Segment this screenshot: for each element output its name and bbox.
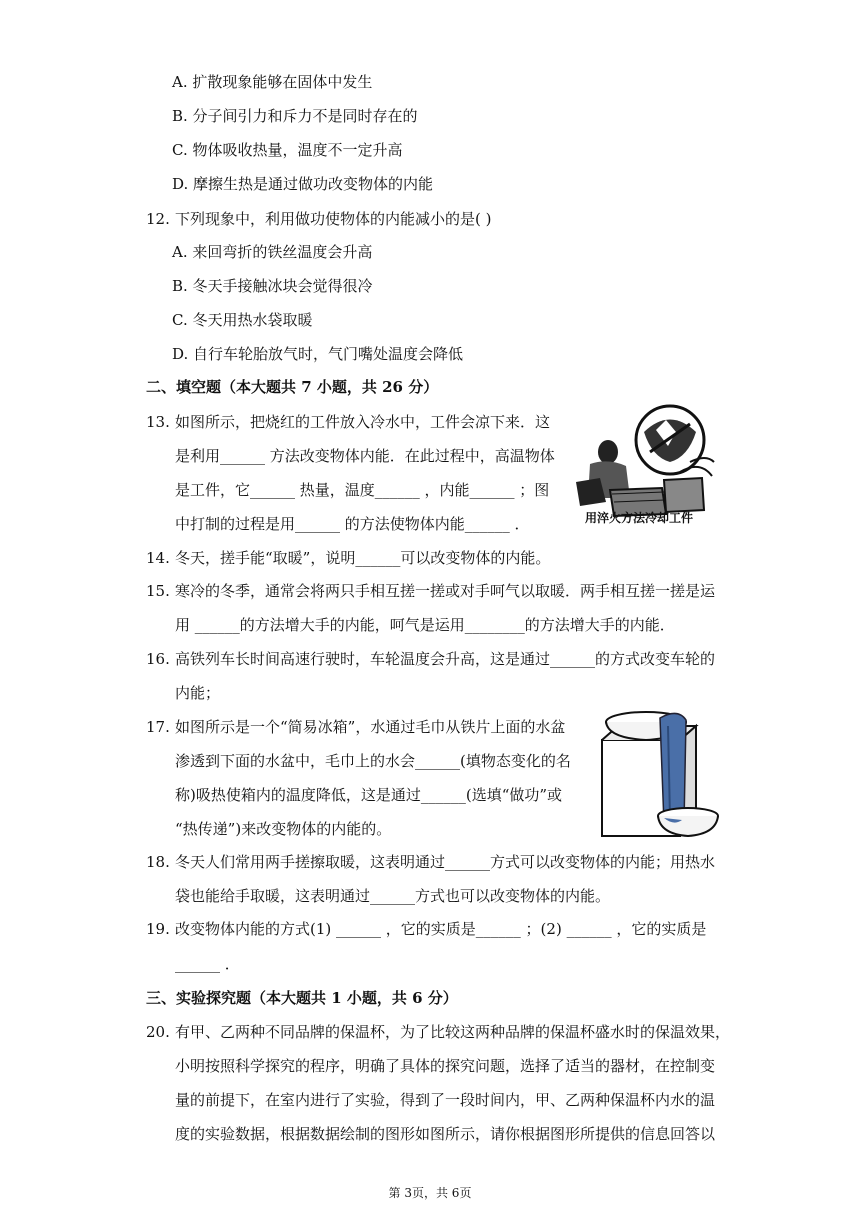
- q12-option-a: A. 来回弯折的铁丝温度会升高: [172, 243, 373, 261]
- q16-number: 16.: [146, 650, 170, 668]
- q20-line-2: 小明按照科学探究的程序，明确了具体的探究问题，选择了适当的器材，在控制变: [175, 1057, 716, 1075]
- q12-number: 12.: [146, 210, 170, 228]
- q11-option-a: A. 扩散现象能够在固体中发生: [172, 73, 373, 91]
- q13-line-1: 如图所示，把烧红的工件放入冷水中，工件会凉下来．这: [175, 413, 551, 431]
- q17-line-4: “热传递”)来改变物体的内能的。: [175, 820, 392, 838]
- quenching-figure: [570, 402, 716, 524]
- q20-number: 20.: [146, 1023, 170, 1041]
- section-fill-in-heading: 二、填空题（本大题共 7 小题，共 26 分）: [146, 378, 439, 396]
- simple-fridge-figure: [594, 706, 722, 838]
- q16-line-1: 高铁列车长时间高速行驶时，车轮温度会升高，这是通过______的方式改变车轮的: [175, 650, 716, 668]
- q12-option-d: D. 自行车轮胎放气时，气门嘴处温度会降低: [172, 345, 464, 363]
- q13-number: 13.: [146, 413, 170, 431]
- q14-number: 14.: [146, 549, 170, 567]
- q12-stem: 下列现象中，利用做功使物体的内能减小的是( ): [175, 210, 492, 228]
- q17-number: 17.: [146, 718, 170, 736]
- q17-line-3: 称)吸热使箱内的温度降低，这是通过______(选填“做功”或: [175, 786, 563, 804]
- q18-line-1: 冬天人们常用两手搓擦取暖，这表明通过______方式可以改变物体的内能；用热水: [175, 853, 716, 871]
- q15-line-1: 寒冷的冬季，通常会将两只手相互搓一搓或对手呵气以取暖．两手相互搓一搓是运: [175, 582, 716, 600]
- q20-line-3: 量的前提下，在室内进行了实验，得到了一段时间内，甲、乙两种保温杯内水的温: [175, 1091, 716, 1109]
- q15-line-2: 用 ______的方法增大手的内能，呵气是运用________的方法增大手的内能．: [175, 616, 675, 634]
- q11-option-d: D. 摩擦生热是通过做功改变物体的内能: [172, 175, 434, 193]
- q13-line-4: 中打制的过程是用______ 的方法使物体内能______ ．: [175, 515, 530, 533]
- q19-number: 19.: [146, 920, 170, 938]
- q15-number: 15.: [146, 582, 170, 600]
- q17-line-1: 如图所示是一个“简易冰箱”，水通过毛巾从铁片上面的水盆: [175, 718, 566, 736]
- q19-line-2: ______ ．: [175, 955, 240, 973]
- q14-line-1: 冬天，搓手能“取暖”，说明______可以改变物体的内能。: [175, 549, 551, 567]
- q12-option-b: B. 冬天手接触冰块会觉得很冷: [172, 277, 373, 295]
- q20-line-1: 有甲、乙两种不同品牌的保温杯，为了比较这两种品牌的保温杯盛水时的保温效果，: [175, 1023, 731, 1041]
- q11-option-c: C. 物体吸收热量，温度不一定升高: [172, 141, 403, 159]
- q16-line-2: 内能；: [175, 684, 221, 702]
- q18-line-2: 袋也能给手取暖，这表明通过______方式也可以改变物体的内能。: [175, 887, 611, 905]
- q13-line-3: 是工件，它______ 热量，温度______ ，内能______ ；图: [175, 481, 550, 499]
- q11-option-b: B. 分子间引力和斥力不是同时存在的: [172, 107, 418, 125]
- q12-option-c: C. 冬天用热水袋取暖: [172, 311, 313, 329]
- q13-line-2: 是利用______ 方法改变物体内能．在此过程中，高温物体: [175, 447, 555, 465]
- q18-number: 18.: [146, 853, 170, 871]
- q19-line-1: 改变物体内能的方式(1) ______ ，它的实质是______ ；(2) ______ ，它的实质是: [175, 920, 707, 938]
- section-experiment-heading: 三、实验探究题（本大题共 1 小题，共 6 分）: [146, 989, 458, 1007]
- page-footer: 第 3页，共 6页: [388, 1186, 472, 1200]
- quenching-caption: 用淬火方法冷却工件: [585, 511, 694, 525]
- q17-line-2: 渗透到下面的水盆中，毛巾上的水会______(填物态变化的名: [175, 752, 571, 770]
- q20-line-4: 度的实验数据，根据数据绘制的图形如图所示，请你根据图形所提供的信息回答以: [175, 1125, 716, 1143]
